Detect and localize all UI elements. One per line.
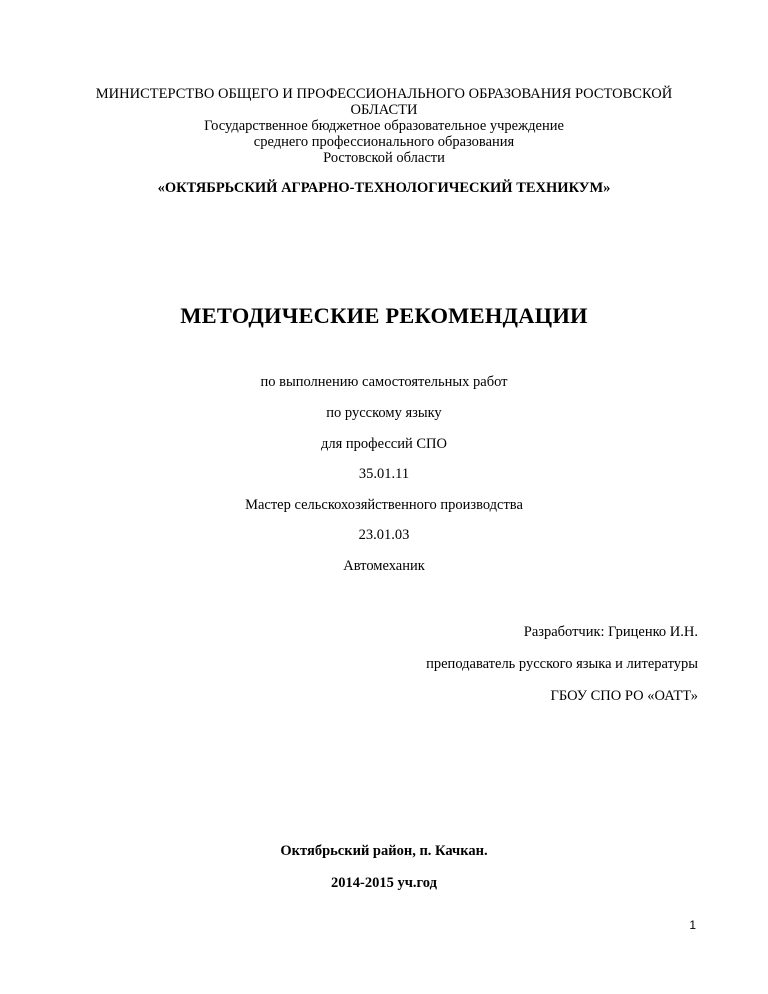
developer-position: преподаватель русского языка и литературы (426, 656, 698, 672)
developer-organization: ГБОУ СПО РО «ОАТТ» (550, 688, 698, 704)
page-number: 1 (689, 918, 696, 932)
institution-line-1: Государственное бюджетное образовательное учреждение (204, 118, 564, 134)
profession-name: Мастер сельскохозяйственного производства (245, 497, 523, 513)
institution-line-2: среднего профессионального образования (253, 134, 515, 150)
location: Октябрьский район, п. Качкан. (280, 843, 488, 859)
developer-name: Разработчик: Гриценко И.Н. (523, 624, 698, 640)
subtitle-line: по выполнению самостоятельных работ (260, 374, 508, 390)
ministry-line-2: ОБЛАСТИ (350, 102, 418, 118)
profession-code: 23.01.03 (358, 527, 410, 543)
subtitle-line: по русскому языку (326, 405, 442, 421)
profession-code: 35.01.11 (358, 466, 410, 482)
institution-line-3: Ростовской области (323, 150, 445, 166)
subtitle-line: для профессий СПО (321, 436, 447, 452)
profession-name: Автомеханик (343, 558, 425, 574)
ministry-line-1: МИНИСТЕРСТВО ОБЩЕГО И ПРОФЕССИОНАЛЬНОГО ОБРАЗОВАНИЯ РОСТОВСКОЙ (95, 86, 673, 102)
document-title: МЕТОДИЧЕСКИЕ РЕКОМЕНДАЦИИ (180, 303, 588, 328)
school-name: «ОКТЯБРЬСКИЙ АГРАРНО-ТЕХНОЛОГИЧЕСКИЙ ТЕХНИКУМ» (157, 180, 611, 196)
academic-year: 2014-2015 уч.год (331, 875, 437, 891)
